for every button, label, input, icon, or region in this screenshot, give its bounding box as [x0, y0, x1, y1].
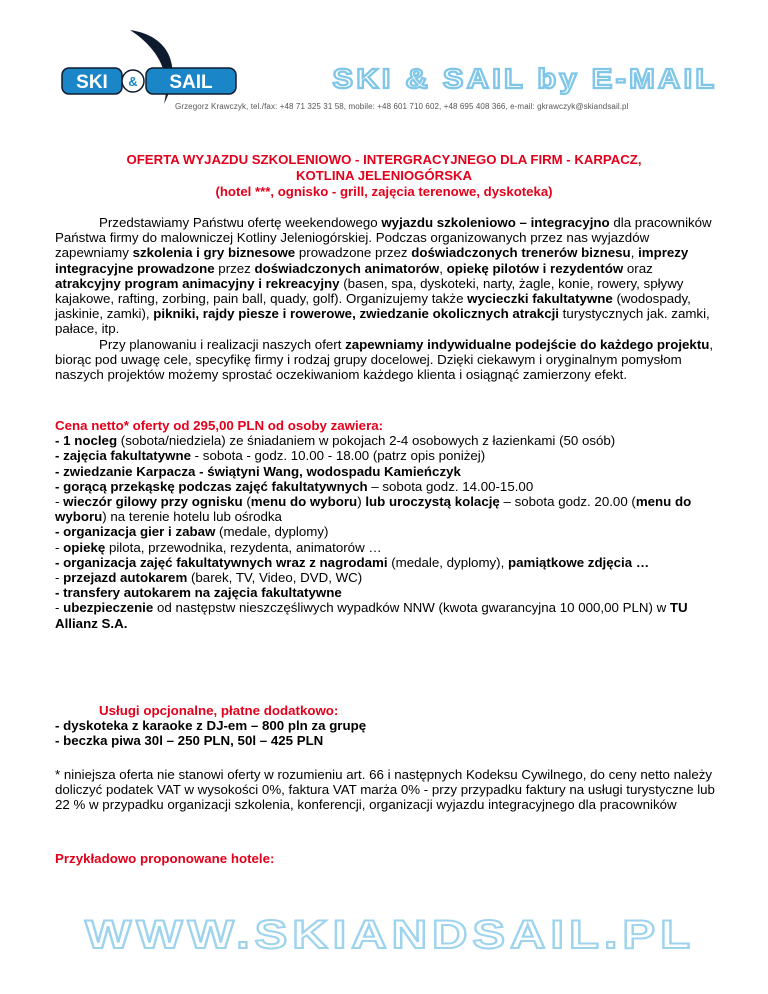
bold-text-run: atrakcyjny program animacyjny i rekreacyjny — [55, 275, 340, 291]
price-item — [55, 585, 720, 600]
text-run: dla pracowników Państwa firmy do malowniczej Kotliny Jeleniogórskiej. Podczas organizowanych przez nas wyjazdów zapewniamy — [55, 215, 712, 261]
price-list — [55, 433, 720, 631]
bold-text-run: pamiątkowe zdjęcia … — [507, 554, 650, 570]
logo-amp-text: & — [128, 74, 138, 89]
text-run: , biorąc pod uwagę cele, specyfikę firmy i rodzaj grupy docelowej. Dzięki ciekawym i oryginalnym pomysłom naszych projektów możemy sprostać oczekiwaniom każdego klienta i osiągnąć zamierzony efekt. — [55, 336, 714, 383]
text-run: , — [630, 245, 639, 261]
bold-text-run: przejazd autokarem — [63, 570, 188, 586]
logo-left-text: SKI — [76, 72, 108, 93]
price-heading: Cena netto* oferty od 295,00 PLN od osoby zawiera: — [55, 418, 384, 433]
price-item — [55, 570, 720, 585]
text-run: przez — [214, 260, 255, 276]
logo-right-text: SAIL — [169, 72, 213, 93]
bold-text-run: - zwiedzanie Karpacza - świątyni Wang, wodospadu Kamieńczyk — [55, 463, 461, 479]
banner-title — [330, 60, 720, 96]
intro-paragraph-2 — [55, 337, 720, 383]
intro-section — [55, 215, 720, 382]
bold-text-run: TU Allianz S.A. — [55, 600, 688, 631]
bold-text-run: opiekę pilotów i rezydentów — [446, 260, 624, 276]
text-run: (wodospady, jaskinie, zamki), — [55, 291, 691, 322]
bold-text-run: - gorącą przekąskę podczas zajęć fakultatywnych — [55, 478, 368, 494]
text-run: - — [55, 539, 64, 555]
price-item — [55, 448, 720, 463]
bold-text-run: - organizacja zajęć fakultatywnych wraz z nagrodami — [55, 554, 388, 570]
bold-text-run: opiekę — [63, 539, 106, 555]
logo-graphic — [60, 28, 310, 106]
price-item — [55, 600, 720, 630]
banner-text: SKI & SAIL by E-MAIL — [332, 63, 718, 94]
price-item — [55, 524, 720, 539]
bold-text-run: zapewniamy indywidualne podejście do każdego projektu — [345, 336, 710, 352]
bold-text-run: menu do wyboru — [55, 494, 692, 525]
price-item — [55, 494, 720, 524]
text-run: od następstw nieszczęśliwych wypadków NNW (kwota gwarancyjna 10 000,00 PLN) w — [153, 600, 670, 616]
title-line-2: KOTLINA JELENIOGÓRSKA — [295, 168, 473, 183]
text-run: prowadzone przez — [295, 245, 412, 261]
contact-info: Grzegorz Krawczyk, tel./fax: +48 71 325 31 58, mobile: +48 601 710 602, +48 695 408 366, e-mail: gkrawczyk@skiandsail.pl — [175, 102, 629, 111]
text-run: (medale, dyplomy), — [387, 554, 508, 570]
intro-paragraph-1 — [55, 215, 720, 337]
bold-text-run: - organizacja gier i zabaw — [55, 524, 216, 540]
text-run: ) na terenie hotelu lub ośrodka — [102, 509, 282, 525]
bold-text-run: wieczór gilowy przy ognisku — [63, 494, 243, 510]
bold-text-run: pikniki, rajdy piesze i rowerowe, zwiedzanie okolicznych atrakcji — [153, 306, 559, 322]
text-run: , — [439, 260, 447, 276]
offer-title — [60, 152, 708, 200]
bold-text-run: doświadczonych trenerów biznesu — [411, 245, 631, 261]
title-line-1: OFERTA WYJAZDU SZKOLENIOWO - INTERGRACYJNEGO DLA FIRM - KARPACZ, — [126, 152, 642, 167]
bold-text-run: ubezpieczenie — [63, 600, 154, 616]
example-hotels-heading: Przykładowo proponowane hotele: — [55, 851, 275, 866]
bold-text-run: doświadczonych animatorów — [254, 260, 440, 276]
optional-section — [55, 703, 720, 749]
footer-website — [80, 908, 700, 960]
price-section — [55, 418, 720, 631]
title-line-3: (hotel ***, ognisko - grill, zajęcia terenowe, dyskoteka) — [215, 184, 553, 199]
bold-text-run: - transfery autokarem na zajęcia fakultatywne — [55, 585, 342, 601]
text-run: (sobota/niedziela) ze śniadaniem w pokojach 2-4 osobowych z łazienkami (50 osób) — [117, 433, 616, 449]
text-run: pilota, przewodnika, rezydenta, animatorów … — [105, 539, 382, 555]
price-item — [55, 433, 720, 448]
optional-heading: Usługi opcjonalne, płatne dodatkowo: — [99, 703, 339, 718]
bold-text-run: - 1 nocleg — [55, 433, 118, 449]
text-run: Przedstawiamy Państwu ofertę weekendowego — [99, 215, 382, 230]
bold-text-run: - zajęcia fakultatywne — [55, 448, 191, 464]
price-item — [55, 464, 720, 479]
ski-and-sail-logo — [60, 28, 310, 106]
text-run: ) — [357, 494, 366, 510]
text-run: - sobota - godz. 10.00 - 18.00 (patrz opis poniżej) — [190, 448, 486, 464]
text-run: - — [55, 600, 64, 616]
price-item — [55, 540, 720, 555]
text-run: Przy planowaniu i realizacji naszych ofert — [99, 336, 346, 352]
text-run: (basen, spa, dyskoteki, narty, żagle, konie, rowery, spływy kajakowe, rafting, zorbing, pain ball, quady, golf). Organizujemy także — [55, 275, 684, 307]
bold-text-run: wycieczki fakultatywne — [467, 291, 613, 307]
text-run: - — [55, 494, 64, 510]
text-run: turystycznych jak. zamki, pałace, itp. — [55, 306, 710, 337]
optional-item: - beczka piwa 30l – 250 PLN, 50l – 425 PLN — [55, 733, 324, 749]
bold-text-run: wyjazdu szkoleniowo – integracyjno — [381, 215, 610, 230]
price-item — [55, 479, 720, 494]
bold-text-run: szkolenia i gry biznesowe — [132, 245, 296, 261]
text-run: ( — [242, 494, 251, 510]
bold-text-run: lub uroczystą kolację — [365, 494, 500, 510]
text-run: (medale, dyplomy) — [215, 524, 329, 540]
text-run: oraz — [623, 260, 653, 276]
bold-text-run: menu do wyboru — [250, 494, 358, 510]
text-run: – sobota godz. 20.00 ( — [499, 494, 636, 510]
footer-url-text: WWW.SKIANDSAIL.PL — [85, 913, 695, 957]
optional-item: - dyskoteka z karaoke z DJ-em – 800 pln za grupę — [55, 718, 367, 734]
text-run: – sobota godz. 14.00-15.00 — [367, 478, 534, 494]
footnote: * niniejsza oferta nie stanowi oferty w rozumieniu art. 66 i następnych Kodeksu Cywilnego, do ceny netto należy doliczyć podatek VAT w wysokości 0%, faktura VAT marża 0% - przy przypadku faktury na usługi turystyczne lub 22 % w przypadku organizacji szkolenia, konferencji, organizacji wyjazdu integracyjnego dla pracowników — [55, 767, 715, 813]
text-run: (barek, TV, Video, DVD, WC) — [187, 570, 363, 586]
text-run: - — [55, 570, 64, 586]
price-item — [55, 555, 720, 570]
bold-text-run: imprezy integracyjne prowadzone — [55, 245, 689, 276]
